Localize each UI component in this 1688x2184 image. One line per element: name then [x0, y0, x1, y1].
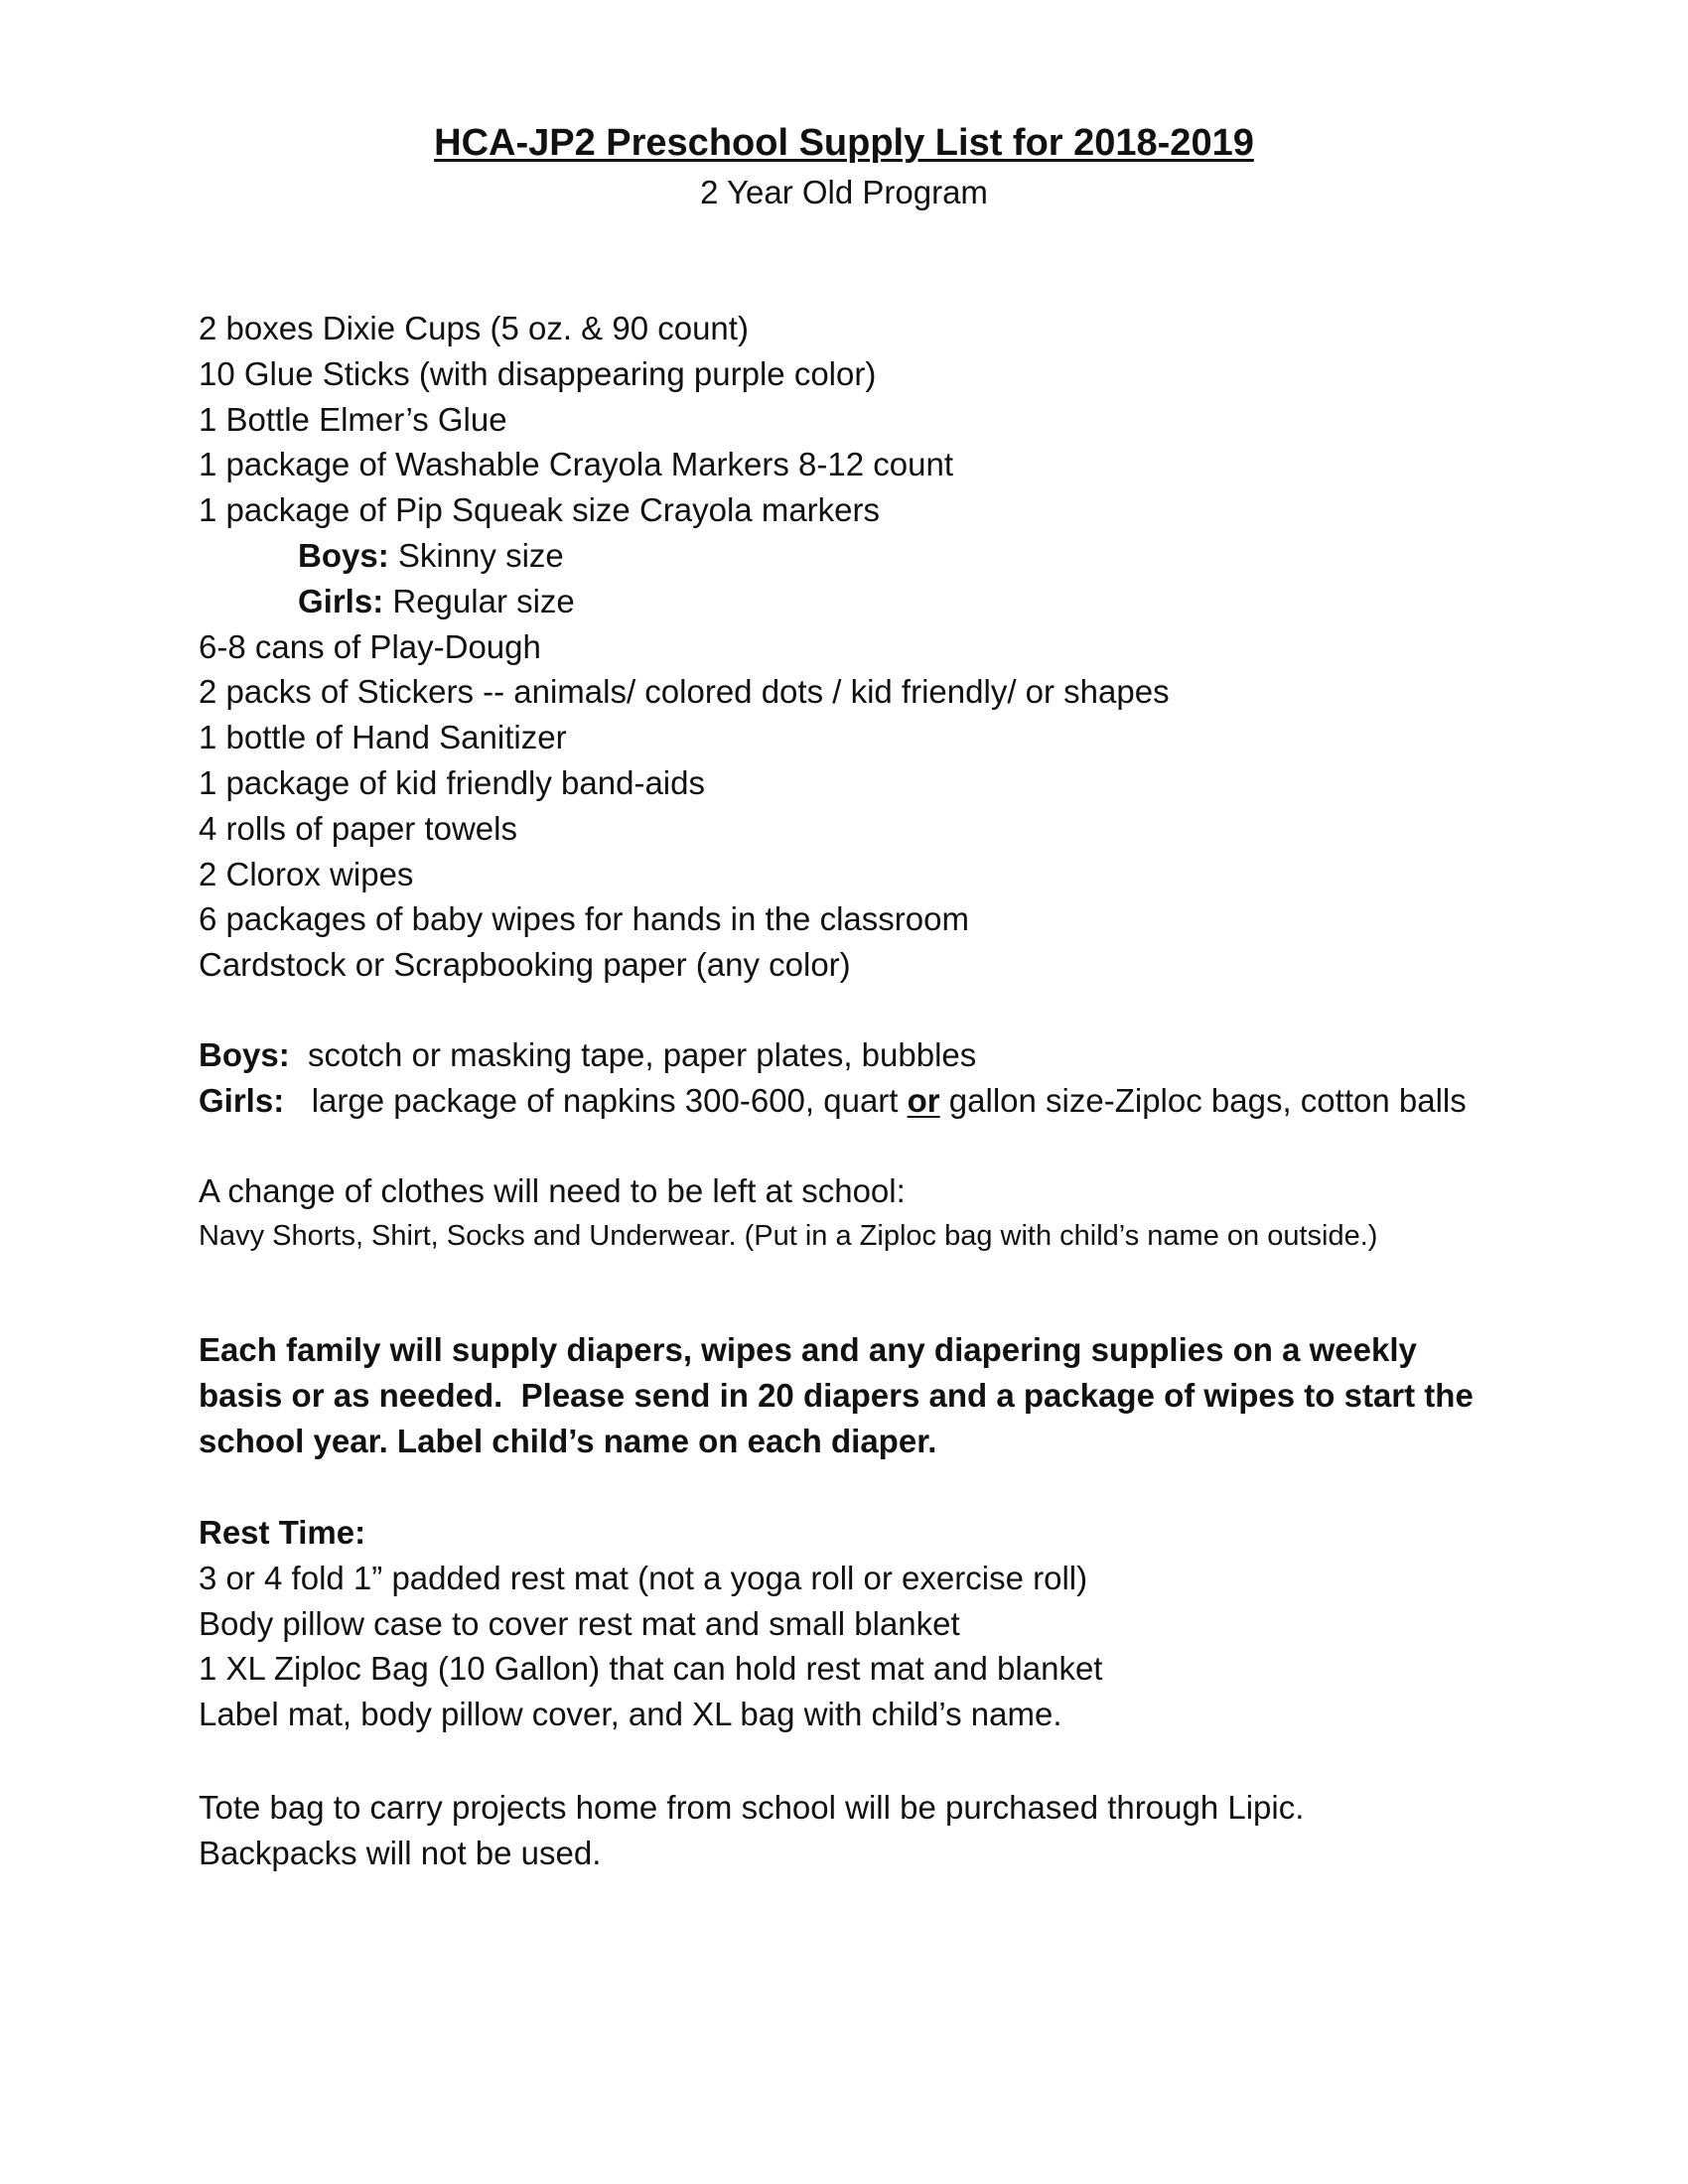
marker-size-girls	[199, 579, 1509, 624]
boys-items-label: Boys:	[199, 1036, 290, 1073]
girls-items-label: Girls:	[199, 1081, 285, 1119]
boys-label: Boys:	[298, 536, 389, 574]
list-item: 4 rolls of paper towels	[199, 809, 517, 847]
marker-size-boys	[199, 533, 1509, 579]
list-item: 1 package of Washable Crayola Markers 8-12 count	[199, 446, 953, 483]
list-item: Label mat, body pillow cover, and XL bag with child’s name.	[199, 1696, 1062, 1733]
diaper-line: Each family will supply diapers, wipes and any diapering supplies on a weekly	[199, 1331, 1417, 1368]
clothes-detail: Navy Shorts, Shirt, Socks and Underwear. (Put in a Ziploc bag with child’s name on outside.)	[199, 1219, 1378, 1252]
list-item: 6 packages of baby wipes for hands in the classroom	[199, 900, 969, 938]
list-item: 2 packs of Stickers -- animals/ colored dots / kid friendly/ or shapes	[199, 673, 1170, 711]
girls-items-or: or	[907, 1081, 940, 1119]
clothes-heading: A change of clothes will need to be left at school:	[199, 1172, 906, 1209]
gender-items	[199, 1032, 1509, 1124]
page-subtitle: 2 Year Old Program	[700, 174, 988, 210]
supply-list	[199, 306, 1509, 988]
list-item: 1 XL Ziploc Bag (10 Gallon) that can hold rest mat and blanket	[199, 1650, 1103, 1688]
girls-value: Regular size	[383, 582, 575, 619]
rest-time-section	[199, 1510, 1509, 1737]
list-item: 1 Bottle Elmer’s Glue	[199, 400, 507, 438]
boys-items	[199, 1032, 1509, 1078]
list-item: 1 package of kid friendly band-aids	[199, 763, 705, 801]
clothes-section	[199, 1168, 1509, 1260]
boys-items-text: scotch or masking tape, paper plates, bubbles	[289, 1036, 977, 1073]
list-item: 6-8 cans of Play-Dough	[199, 627, 541, 665]
closing-line: Tote bag to carry projects home from school will be purchased through Lipic.	[199, 1789, 1305, 1826]
list-item: Cardstock or Scrapbooking paper (any color)	[199, 946, 851, 984]
list-item: 2 boxes Dixie Cups (5 oz. & 90 count)	[199, 310, 749, 346]
list-item: Body pillow case to cover rest mat and small blanket	[199, 1604, 960, 1642]
list-item: 1 package of Pip Squeak size Crayola markers	[199, 491, 881, 529]
diaper-notice	[199, 1327, 1509, 1463]
girls-label: Girls:	[298, 582, 384, 619]
list-item: 10 Glue Sticks (with disappearing purple color)	[199, 354, 877, 392]
diaper-line: basis or as needed. Please send in 20 diapers and a package of wipes to start the	[199, 1376, 1474, 1414]
closing-section	[199, 1785, 1509, 1876]
list-item: 1 bottle of Hand Sanitizer	[199, 719, 567, 756]
boys-value: Skinny size	[388, 536, 564, 574]
girls-items	[199, 1078, 1509, 1124]
list-item: 2 Clorox wipes	[199, 855, 414, 892]
girls-items-text-a: large package of napkins 300-600, quart	[284, 1081, 908, 1119]
list-item: 3 or 4 fold 1” padded rest mat (not a yoga roll or exercise roll)	[199, 1559, 1088, 1596]
girls-items-text-b: gallon size-Ziploc bags, cotton balls	[939, 1081, 1467, 1119]
rest-time-heading: Rest Time:	[199, 1514, 366, 1551]
diaper-line: school year. Label child’s name on each diaper.	[199, 1422, 937, 1459]
page-title: HCA-JP2 Preschool Supply List for 2018-2019	[434, 122, 1254, 164]
closing-line: Backpacks will not be used.	[199, 1834, 602, 1871]
